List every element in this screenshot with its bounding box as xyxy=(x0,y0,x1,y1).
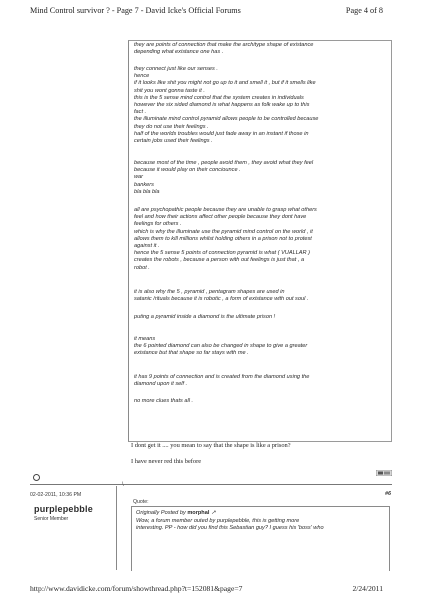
quote-author-link[interactable]: morphal xyxy=(187,510,210,516)
post-icon: \ xyxy=(122,482,124,488)
footer-date: 2/24/2011 xyxy=(352,584,383,593)
quote-paragraph: no more clues thats all . xyxy=(134,398,194,404)
quote-intro: Originally Posted by xyxy=(136,510,186,516)
quote-paragraph: it means the 6 pointed diamond can also be changed in shape to give a greater existance but that shape so far stays with me . xyxy=(134,336,308,357)
quote-paragraph: it is also why the 5 , pyramid , pentagram shapes are used in satanic /rituals because it is robotic , a form of existance with out soul . xyxy=(134,289,309,303)
page-counter: Page 4 of 8 xyxy=(345,6,383,15)
post-date: 02-02-2011, 10:36 PM xyxy=(30,492,82,498)
reply-button-icon[interactable] xyxy=(376,470,392,476)
post-number-link[interactable]: #6 xyxy=(385,491,391,497)
quote-paragraph: they connect just like our senses . hence if it looks like shit you might not go up to it and smell it , but if it smells like shit you wont gonna taste it . this is the 5 sense mind control that the system creates in individuals however the six sided diamond is what happens as folk wake up to this fact . the illuminate mind control pyramid allows people to be controlled because they do not use their feelings . half of the worlds troubles would just fade away in an instant if those in certain jobs used their feelings . xyxy=(134,66,319,145)
user-rank: Senior Member xyxy=(34,516,69,522)
post-status-icon xyxy=(33,474,40,481)
reply-text: I have never red this before xyxy=(131,458,202,465)
post-divider xyxy=(30,484,392,485)
quote-paragraph: they are points of connection that make the architype shape of existance depending what existance one has . xyxy=(134,42,314,56)
view-post-icon[interactable]: ↗ xyxy=(210,510,216,516)
post-column-divider xyxy=(116,486,117,570)
quote-paragraph: all are psychopathic people because they are unable to grasp what others feel and how their actions affect other people because they dont have feelings for others . which is why the illuminate use the pyramid mind control on the world , it allows them to kill millions whilst holding others in a prison not to protest against it . hence the 5 sense 5 points of connection pyramid is what ( VUALLAR ) creates the robots , because a person with out feelings is just that , a robot . xyxy=(134,207,317,271)
quote-attribution xyxy=(136,510,384,517)
reply-text: I dont get it .... you mean to say that the shape is like a prison? xyxy=(131,442,291,449)
quote-paragraph: it has 9 points of connection and is created from the diamond using the diamond upon it self . xyxy=(134,374,310,388)
username-link[interactable]: purplepebble xyxy=(34,504,93,514)
document-title: Mind Control survivor ? - Page 7 - David Icke's Official Forums xyxy=(30,6,241,15)
footer-url: http://www.davidicke.com/forum/showthread.php?t=152081&page=7 xyxy=(30,584,243,593)
quote-label: Quote: xyxy=(133,499,149,505)
quote-paragraph: because most of the time , people avoid them , they avoid what they feel because it would play on their conciounce . war bankers bla bla bla xyxy=(134,160,314,195)
quote-text: Wow, a forum member outed by purplepebble, this is getting more interesting. PP - how did you find this Sebastian guy? I guess his 'boss' who xyxy=(136,518,324,532)
quote-paragraph: puting a pyramid inside a diamond is the ultimate prison ! xyxy=(134,314,276,320)
